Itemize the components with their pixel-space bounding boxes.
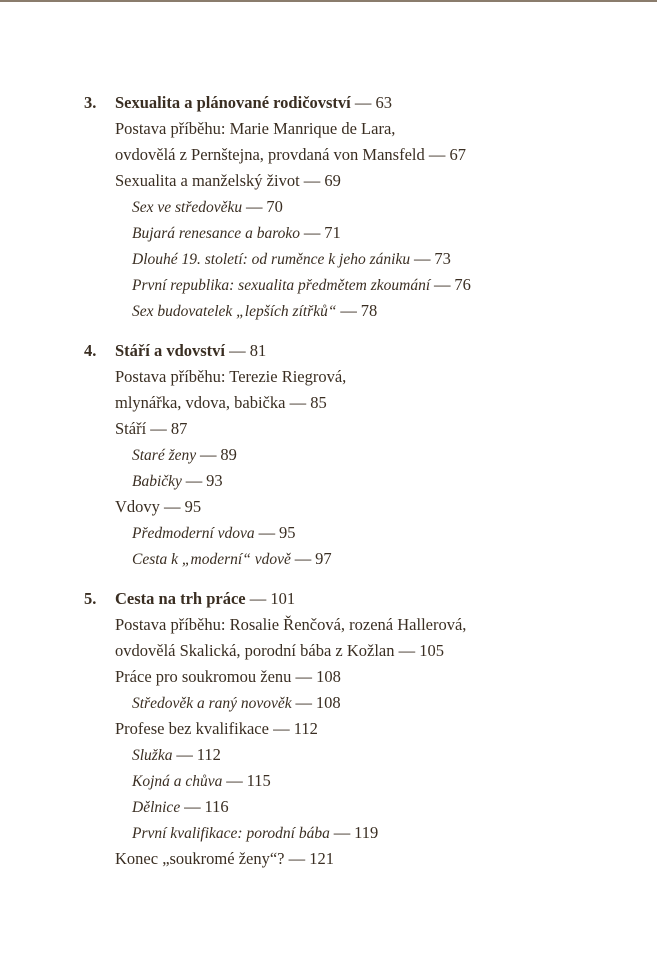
toc-subentry[interactable]	[0, 768, 657, 794]
page-number: 112	[196, 745, 221, 764]
page-number: 112	[293, 719, 318, 738]
separator-dash: —	[200, 445, 217, 464]
chapter-heading[interactable]	[0, 90, 657, 116]
chapter-number: 3.	[84, 93, 97, 112]
entry-title: Předmoderní vdova	[132, 525, 255, 542]
entry-title: Dělnice	[132, 799, 181, 816]
entry-title: Služka	[132, 747, 173, 764]
page-number: 76	[454, 275, 471, 294]
entry-text-wrap	[115, 142, 466, 168]
chapter-title: Sexualita a plánované rodičovství	[115, 93, 351, 112]
entry-title: Práce pro soukromou ženu	[115, 667, 292, 686]
entry-text-wrap	[132, 194, 283, 221]
entry-text-wrap	[115, 612, 466, 638]
toc-subentry[interactable]	[0, 272, 657, 298]
separator-dash: —	[226, 771, 243, 790]
entry-title: Postava příběhu: Marie Manrique de Lara,	[115, 119, 396, 138]
chapter-number: 4.	[84, 341, 97, 360]
entry-text-wrap	[115, 716, 318, 742]
entry-title: První kvalifikace: porodní bába	[132, 825, 330, 842]
chapter-number: 5.	[84, 589, 97, 608]
chapter-block	[0, 586, 657, 872]
entry-title: Stáří	[115, 419, 147, 438]
page-number: 108	[316, 667, 341, 686]
entry-text-wrap	[132, 768, 271, 795]
separator-dash: —	[413, 249, 431, 268]
page-number: 116	[204, 797, 229, 816]
page-number: 115	[246, 771, 271, 790]
entry-title: Postava příběhu: Rosalie Řenčová, rozená Hallerová,	[115, 615, 467, 634]
toc-entry[interactable]	[0, 612, 657, 638]
toc-entry[interactable]	[0, 638, 657, 664]
page-number: 87	[170, 419, 188, 438]
page-number: 119	[354, 823, 379, 842]
chapter-title: Cesta na trh práce	[115, 589, 246, 608]
separator-dash: —	[258, 523, 276, 542]
entry-text-wrap	[115, 116, 395, 142]
toc-entry[interactable]	[0, 390, 657, 416]
entry-text-wrap	[115, 664, 341, 690]
chapter-heading[interactable]	[0, 586, 657, 612]
entry-title: Kojná a chůva	[132, 773, 223, 790]
toc-entry[interactable]	[0, 142, 657, 168]
page-number: 70	[266, 197, 283, 216]
entry-text-wrap	[132, 442, 237, 469]
separator-dash: —	[333, 823, 351, 842]
entry-text-wrap	[115, 494, 201, 520]
separator-dash: —	[176, 745, 193, 764]
entry-title: Postava příběhu: Terezie Riegrová,	[115, 367, 347, 386]
entry-text-wrap	[132, 690, 341, 717]
toc-subentry[interactable]	[0, 820, 657, 846]
separator-dash: —	[229, 341, 246, 360]
separator-dash: —	[295, 667, 313, 686]
page-number: 101	[270, 589, 296, 608]
entry-text-wrap	[115, 364, 346, 390]
toc-subentry[interactable]	[0, 520, 657, 546]
page-number: 89	[220, 445, 237, 464]
entry-title: ovdovělá z Pernštejna, provdaná von Mansfeld	[115, 145, 425, 164]
page-number: 85	[310, 393, 327, 412]
entry-title: mlynářka, vdova, babička	[115, 393, 286, 412]
entry-text-wrap	[132, 298, 377, 325]
toc-subentry[interactable]	[0, 220, 657, 246]
separator-dash: —	[354, 93, 372, 112]
toc-entry[interactable]	[0, 116, 657, 142]
separator-dash: —	[273, 719, 290, 738]
chapter-title-wrap	[115, 90, 392, 116]
separator-dash: —	[185, 471, 203, 490]
chapter-block	[0, 90, 657, 324]
entry-title: Sex budovatelek „lepších zítřků“	[132, 303, 337, 320]
toc-subentry[interactable]	[0, 690, 657, 716]
page-number: 105	[419, 641, 444, 660]
page-number: 63	[375, 93, 393, 112]
page-number: 108	[315, 693, 341, 712]
entry-title: Dlouhé 19. století: od ruměnce k jeho zániku	[132, 251, 411, 268]
toc-entry[interactable]	[0, 364, 657, 390]
toc-subentry[interactable]	[0, 194, 657, 220]
page-number: 97	[315, 549, 332, 568]
page-number: 73	[434, 249, 451, 268]
separator-dash: —	[428, 145, 446, 164]
entry-text-wrap	[115, 168, 341, 194]
separator-dash: —	[303, 171, 321, 190]
separator-dash: —	[434, 275, 451, 294]
separator-dash: —	[294, 549, 312, 568]
toc-entry[interactable]	[0, 494, 657, 520]
table-of-contents	[0, 90, 657, 886]
separator-dash: —	[150, 419, 167, 438]
separator-dash: —	[340, 301, 357, 320]
entry-text-wrap	[132, 246, 451, 273]
toc-subentry[interactable]	[0, 298, 657, 324]
entry-text-wrap	[132, 794, 229, 821]
entry-text-wrap	[132, 520, 295, 547]
separator-dash: —	[289, 393, 307, 412]
entry-title: Sex ve středověku	[132, 199, 243, 216]
entry-text-wrap	[115, 638, 444, 664]
separator-dash: —	[295, 693, 313, 712]
entry-title: ovdovělá Skalická, porodní bába z Kožlan	[115, 641, 395, 660]
page-number: 67	[449, 145, 466, 164]
page-number: 71	[324, 223, 341, 242]
entry-text-wrap	[132, 468, 223, 495]
toc-subentry[interactable]	[0, 794, 657, 820]
entry-text-wrap	[132, 820, 378, 847]
toc-entry[interactable]	[0, 664, 657, 690]
page-number: 95	[184, 497, 202, 516]
entry-title: Staré ženy	[132, 447, 197, 464]
entry-title: První republika: sexualita předmětem zkoumání	[132, 277, 431, 294]
entry-text-wrap	[132, 546, 332, 573]
entry-text-wrap	[132, 272, 471, 299]
chapter-title: Stáří a vdovství	[115, 341, 226, 360]
toc-subentry[interactable]	[0, 468, 657, 494]
entry-text-wrap	[115, 846, 334, 872]
page-number: 78	[360, 301, 378, 320]
entry-text-wrap	[132, 742, 221, 769]
entry-title: Středověk a raný novověk	[132, 695, 292, 712]
toc-entry[interactable]	[0, 846, 657, 872]
entry-title: Babičky	[132, 473, 182, 490]
toc-entry[interactable]	[0, 416, 657, 442]
toc-subentry[interactable]	[0, 546, 657, 572]
page-number: 93	[206, 471, 223, 490]
entry-text-wrap	[132, 220, 341, 247]
entry-title: Sexualita a manželský život	[115, 171, 300, 190]
entry-title: Vdovy	[115, 497, 160, 516]
chapter-title-wrap	[115, 586, 295, 612]
separator-dash: —	[164, 497, 181, 516]
toc-subentry[interactable]	[0, 742, 657, 768]
page-number: 95	[278, 523, 296, 542]
entry-title: Profese bez kvalifikace	[115, 719, 269, 738]
entry-title: Bujará renesance a baroko	[132, 225, 301, 242]
separator-dash: —	[398, 641, 416, 660]
separator-dash: —	[246, 197, 263, 216]
chapter-heading[interactable]	[0, 338, 657, 364]
separator-dash: —	[249, 589, 267, 608]
page-number: 81	[249, 341, 267, 360]
entry-text-wrap	[115, 416, 187, 442]
entry-title: Cesta k „moderní“ vdově	[132, 551, 291, 568]
separator-dash: —	[303, 223, 321, 242]
toc-subentry[interactable]	[0, 442, 657, 468]
toc-entry[interactable]	[0, 168, 657, 194]
chapter-block	[0, 338, 657, 572]
toc-subentry[interactable]	[0, 246, 657, 272]
page-number: 121	[309, 849, 335, 868]
entry-text-wrap	[115, 390, 327, 416]
toc-entry[interactable]	[0, 716, 657, 742]
separator-dash: —	[288, 849, 306, 868]
chapter-title-wrap	[115, 338, 266, 364]
separator-dash: —	[184, 797, 201, 816]
top-rule	[0, 0, 657, 2]
entry-title: Konec „soukromé ženy“?	[115, 849, 285, 868]
page-number: 69	[324, 171, 341, 190]
